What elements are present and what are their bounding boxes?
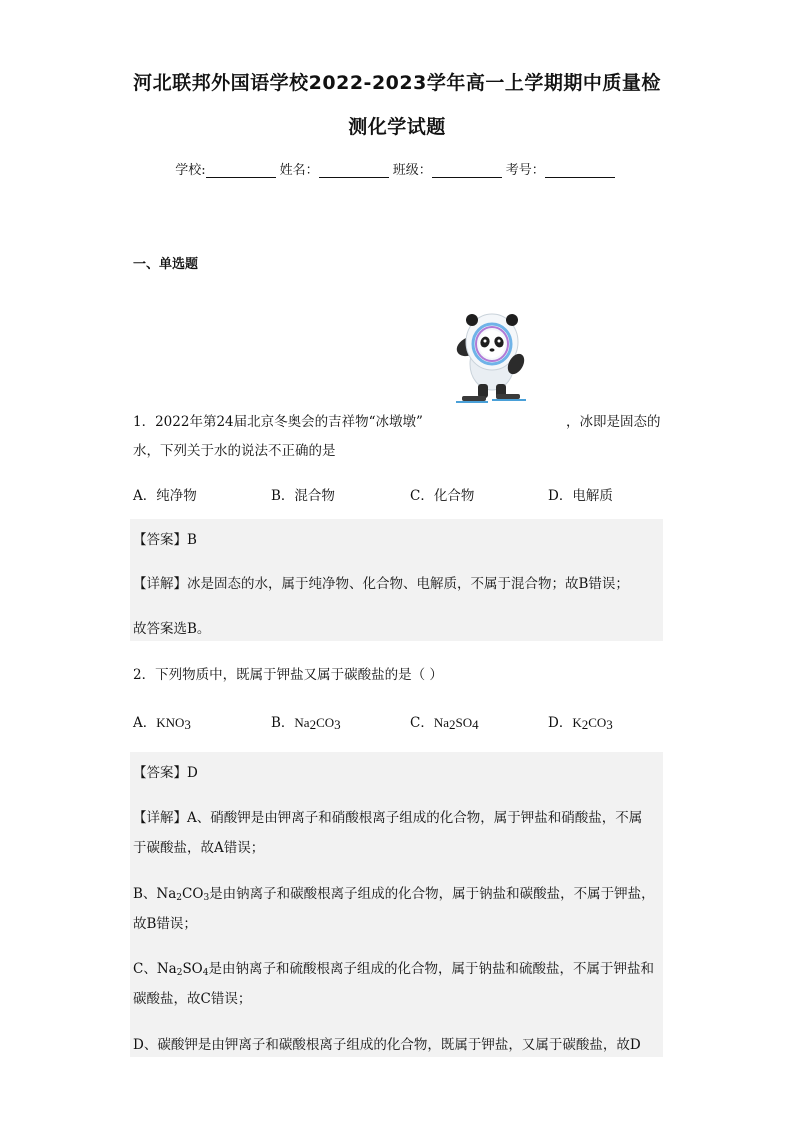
q1-answer-block (130, 519, 663, 641)
q1-option-d[interactable]: D．电解质 (548, 488, 613, 504)
mascot-image (440, 306, 530, 408)
student-info-row (0, 159, 794, 178)
q2-detail-c-1: C、$Na_2SO_4$是由钠离子和硫酸根离子组成的化合物，属于钠盐和硫酸盐，不属于钾盐和 (133, 961, 654, 978)
q2-detail-b-2: 故B错误； (133, 916, 197, 932)
exam-number-blank[interactable] (545, 163, 615, 178)
q2-detail-b-1: B、$Na_2CO_3$是由钠离子和碳酸根离子组成的化合物，属于钠盐和碳酸盐，不属于钾盐， (133, 886, 655, 903)
q2-answer-block (130, 752, 663, 1057)
q1-stem-part2: ，冰即是固态的 (566, 414, 661, 430)
q2-detail-d-1: D、碳酸钾是由钾离子和碳酸根离子组成的化合物，既属于钾盐，又属于碳酸盐，故D (133, 1037, 641, 1053)
school-label: 学校: (175, 163, 206, 178)
q2-answer: 【答案】D (133, 765, 198, 781)
q2-option-b[interactable]: B．$Na_2CO_3$ (271, 715, 341, 732)
q2-stem: 2．下列物质中，既属于钾盐又属于碳酸盐的是（ ） (133, 667, 443, 683)
q2-detail-a-2: 于碳酸盐，故A错误； (133, 840, 265, 856)
q1-stem-part1: 1．2022年第24届北京冬奥会的吉祥物“冰墩墩” (133, 414, 423, 430)
page-title-line2: 测化学试题 (348, 116, 446, 138)
q1-detail-1: 【详解】冰是固态的水，属于纯净物、化合物、电解质，不属于混合物；故B错误； (133, 576, 629, 592)
q1-option-c[interactable]: C．化合物 (410, 488, 475, 504)
q2-option-c[interactable]: C．$Na_2SO_4$ (410, 715, 479, 732)
exam-number-label: 考号： (505, 163, 545, 178)
class-label: 班级： (392, 163, 432, 178)
school-blank[interactable] (206, 163, 276, 178)
q1-answer: 【答案】B (133, 532, 197, 548)
name-label: 姓名： (279, 163, 319, 178)
q2-detail-c-2: 碳酸盐，故C错误； (133, 991, 252, 1007)
name-blank[interactable] (319, 163, 389, 178)
q1-detail-2: 故答案选B。 (133, 621, 211, 637)
section-heading: 一、单选题 (133, 257, 199, 272)
page-title-line1: 河北联邦外国语学校2022-2023学年高一上学期期中质量检 (133, 72, 661, 94)
class-blank[interactable] (432, 163, 502, 178)
q1-option-b[interactable]: B．混合物 (271, 488, 335, 504)
q1-option-a[interactable]: A．纯净物 (133, 488, 197, 504)
q2-option-d[interactable]: D．$K_2CO_3$ (548, 715, 613, 732)
q2-detail-a-1: 【详解】A、硝酸钾是由钾离子和硝酸根离子组成的化合物，属于钾盐和硝酸盐，不属 (133, 810, 643, 826)
q1-stem-part3: 水，下列关于水的说法不正确的是 (133, 443, 336, 459)
q2-option-a[interactable]: A．$KNO_3$ (133, 715, 191, 732)
